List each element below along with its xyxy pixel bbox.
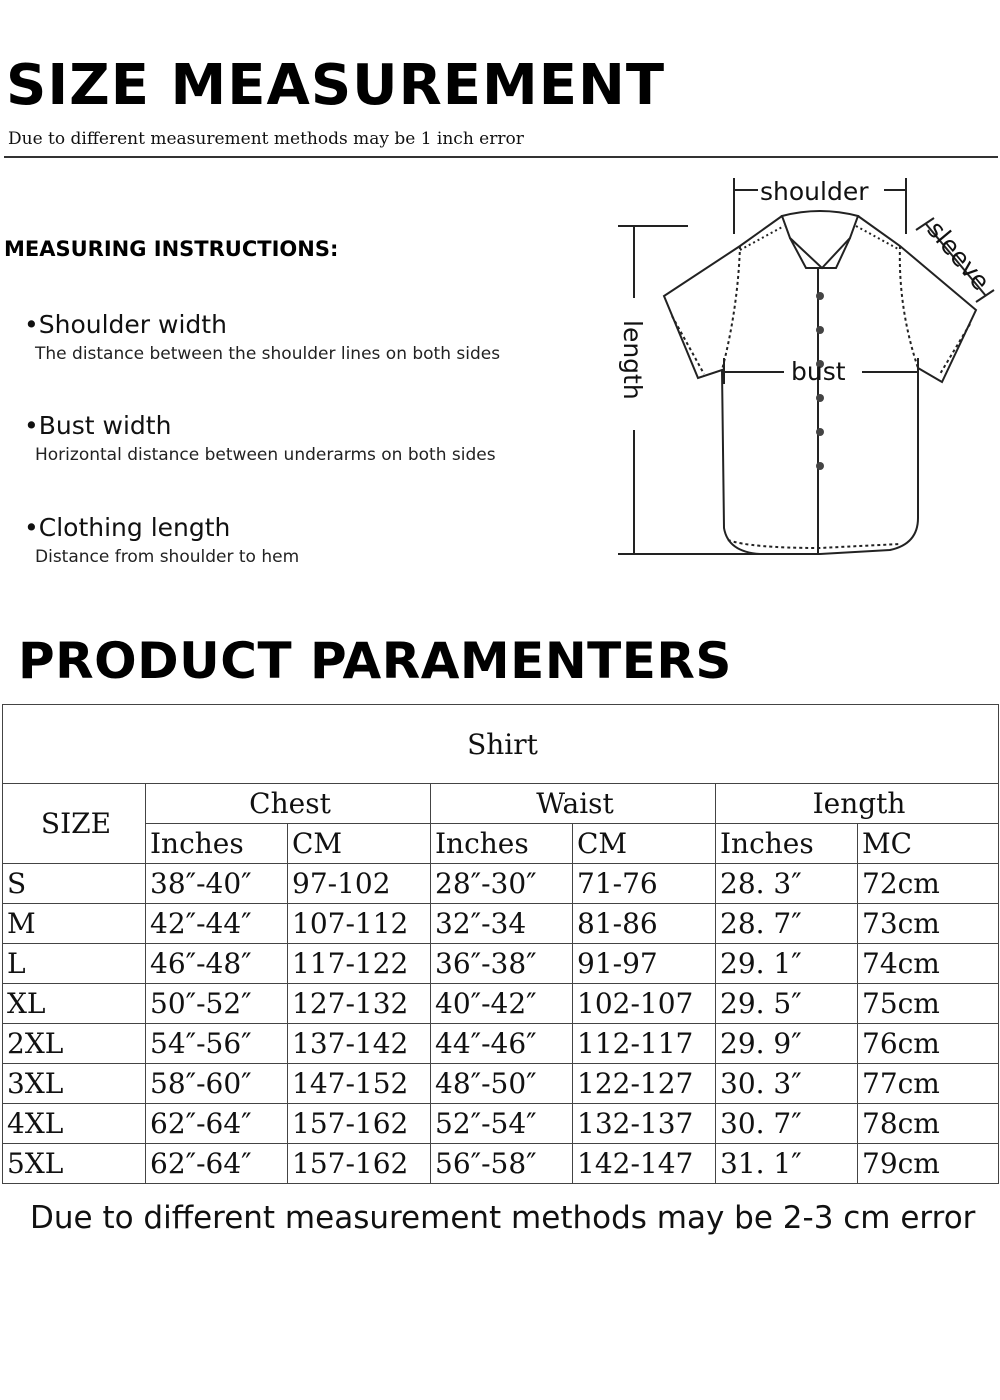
length-cm-cell: 72cm bbox=[858, 864, 999, 904]
chest-inches-cell: 46″-48″ bbox=[146, 944, 288, 984]
size-cell: 3XL bbox=[3, 1064, 146, 1104]
instruction-bust bbox=[24, 411, 496, 465]
size-cell: 4XL bbox=[3, 1104, 146, 1144]
page-subtitle: Due to different measurement methods may be 1 inch error bbox=[8, 129, 524, 149]
table-unit-header-row bbox=[3, 824, 999, 864]
length-inches-cell: 29. 1″ bbox=[716, 944, 858, 984]
waist-inches-cell: 44″-46″ bbox=[431, 1024, 573, 1064]
unit-header: Inches bbox=[431, 824, 573, 864]
chest-cm-cell: 97-102 bbox=[288, 864, 431, 904]
waist-inches-cell: 28″-30″ bbox=[431, 864, 573, 904]
chest-inches-cell: 38″-40″ bbox=[146, 864, 288, 904]
waist-cm-cell: 122-127 bbox=[573, 1064, 716, 1104]
chest-inches-cell: 54″-56″ bbox=[146, 1024, 288, 1064]
chest-cm-cell: 127-132 bbox=[288, 984, 431, 1024]
waist-cm-cell: 132-137 bbox=[573, 1104, 716, 1144]
length-cm-cell: 73cm bbox=[858, 904, 999, 944]
waist-cm-cell: 112-117 bbox=[573, 1024, 716, 1064]
shoulder-label: shoulder bbox=[760, 177, 869, 206]
table-body bbox=[3, 864, 999, 1184]
waist-cm-cell: 102-107 bbox=[573, 984, 716, 1024]
table-row bbox=[3, 944, 999, 984]
header-divider bbox=[4, 156, 998, 158]
size-column-header: SIZE bbox=[3, 784, 146, 864]
waist-group-header: Waist bbox=[431, 784, 716, 824]
unit-header: CM bbox=[573, 824, 716, 864]
length-group-header: Iength bbox=[716, 784, 999, 824]
length-cm-cell: 78cm bbox=[858, 1104, 999, 1144]
length-inches-cell: 31. 1″ bbox=[716, 1144, 858, 1184]
length-cm-cell: 74cm bbox=[858, 944, 999, 984]
waist-cm-cell: 71-76 bbox=[573, 864, 716, 904]
chest-cm-cell: 157-162 bbox=[288, 1104, 431, 1144]
instruction-description: Horizontal distance between underarms on both sides bbox=[35, 445, 496, 465]
waist-cm-cell: 81-86 bbox=[573, 904, 716, 944]
chest-cm-cell: 117-122 bbox=[288, 944, 431, 984]
unit-header: CM bbox=[288, 824, 431, 864]
waist-cm-cell: 142-147 bbox=[573, 1144, 716, 1184]
footer-error-note: Due to different measurement methods may be 2-3 cm error bbox=[30, 1200, 976, 1236]
chest-inches-cell: 42″-44″ bbox=[146, 904, 288, 944]
chest-cm-cell: 157-162 bbox=[288, 1144, 431, 1184]
instruction-title: •Shoulder width bbox=[24, 310, 227, 339]
size-cell: 2XL bbox=[3, 1024, 146, 1064]
instruction-length bbox=[24, 513, 299, 567]
table-row bbox=[3, 904, 999, 944]
length-label: length bbox=[618, 320, 647, 400]
table-row bbox=[3, 1144, 999, 1184]
size-cell: M bbox=[3, 904, 146, 944]
chest-inches-cell: 62″-64″ bbox=[146, 1104, 288, 1144]
unit-header: MC bbox=[858, 824, 999, 864]
length-cm-cell: 77cm bbox=[858, 1064, 999, 1104]
unit-header: Inches bbox=[716, 824, 858, 864]
chest-cm-cell: 107-112 bbox=[288, 904, 431, 944]
table-title-row bbox=[3, 705, 999, 784]
table-group-header-row bbox=[3, 784, 999, 824]
sleeve-label: sleeve bbox=[921, 215, 996, 296]
table-row bbox=[3, 1104, 999, 1144]
size-cell: 5XL bbox=[3, 1144, 146, 1184]
size-cell: XL bbox=[3, 984, 146, 1024]
waist-inches-cell: 56″-58″ bbox=[431, 1144, 573, 1184]
instruction-title: •Clothing length bbox=[24, 513, 231, 542]
waist-inches-cell: 52″-54″ bbox=[431, 1104, 573, 1144]
instruction-shoulder bbox=[24, 310, 500, 364]
waist-inches-cell: 48″-50″ bbox=[431, 1064, 573, 1104]
waist-inches-cell: 36″-38″ bbox=[431, 944, 573, 984]
instruction-description: Distance from shoulder to hem bbox=[35, 547, 300, 567]
size-chart-table bbox=[2, 704, 999, 1184]
size-cell: S bbox=[3, 864, 146, 904]
table-row bbox=[3, 1064, 999, 1104]
product-parameters-title: PRODUCT PARAMENTERS bbox=[18, 632, 732, 690]
chest-group-header: Chest bbox=[146, 784, 431, 824]
table-title: Shirt bbox=[3, 705, 999, 784]
length-inches-cell: 29. 5″ bbox=[716, 984, 858, 1024]
waist-inches-cell: 40″-42″ bbox=[431, 984, 573, 1024]
unit-header: Inches bbox=[146, 824, 288, 864]
size-cell: L bbox=[3, 944, 146, 984]
length-cm-cell: 76cm bbox=[858, 1024, 999, 1064]
instructions-heading: MEASURING INSTRUCTIONS: bbox=[4, 237, 339, 261]
page-title: SIZE MEASUREMENT bbox=[6, 53, 666, 118]
chest-cm-cell: 147-152 bbox=[288, 1064, 431, 1104]
bust-label: bust bbox=[791, 357, 846, 386]
instruction-description: The distance between the shoulder lines on both sides bbox=[35, 344, 501, 364]
length-inches-cell: 30. 7″ bbox=[716, 1104, 858, 1144]
table-row bbox=[3, 1024, 999, 1064]
length-inches-cell: 29. 9″ bbox=[716, 1024, 858, 1064]
length-inches-cell: 30. 3″ bbox=[716, 1064, 858, 1104]
chest-cm-cell: 137-142 bbox=[288, 1024, 431, 1064]
table-row bbox=[3, 984, 999, 1024]
length-inches-cell: 28. 3″ bbox=[716, 864, 858, 904]
shirt-measurement-diagram bbox=[600, 168, 1000, 568]
chest-inches-cell: 50″-52″ bbox=[146, 984, 288, 1024]
waist-cm-cell: 91-97 bbox=[573, 944, 716, 984]
table-row bbox=[3, 864, 999, 904]
chest-inches-cell: 62″-64″ bbox=[146, 1144, 288, 1184]
waist-inches-cell: 32″-34 bbox=[431, 904, 573, 944]
length-cm-cell: 75cm bbox=[858, 984, 999, 1024]
length-cm-cell: 79cm bbox=[858, 1144, 999, 1184]
length-inches-cell: 28. 7″ bbox=[716, 904, 858, 944]
chest-inches-cell: 58″-60″ bbox=[146, 1064, 288, 1104]
instruction-title: •Bust width bbox=[24, 411, 172, 440]
